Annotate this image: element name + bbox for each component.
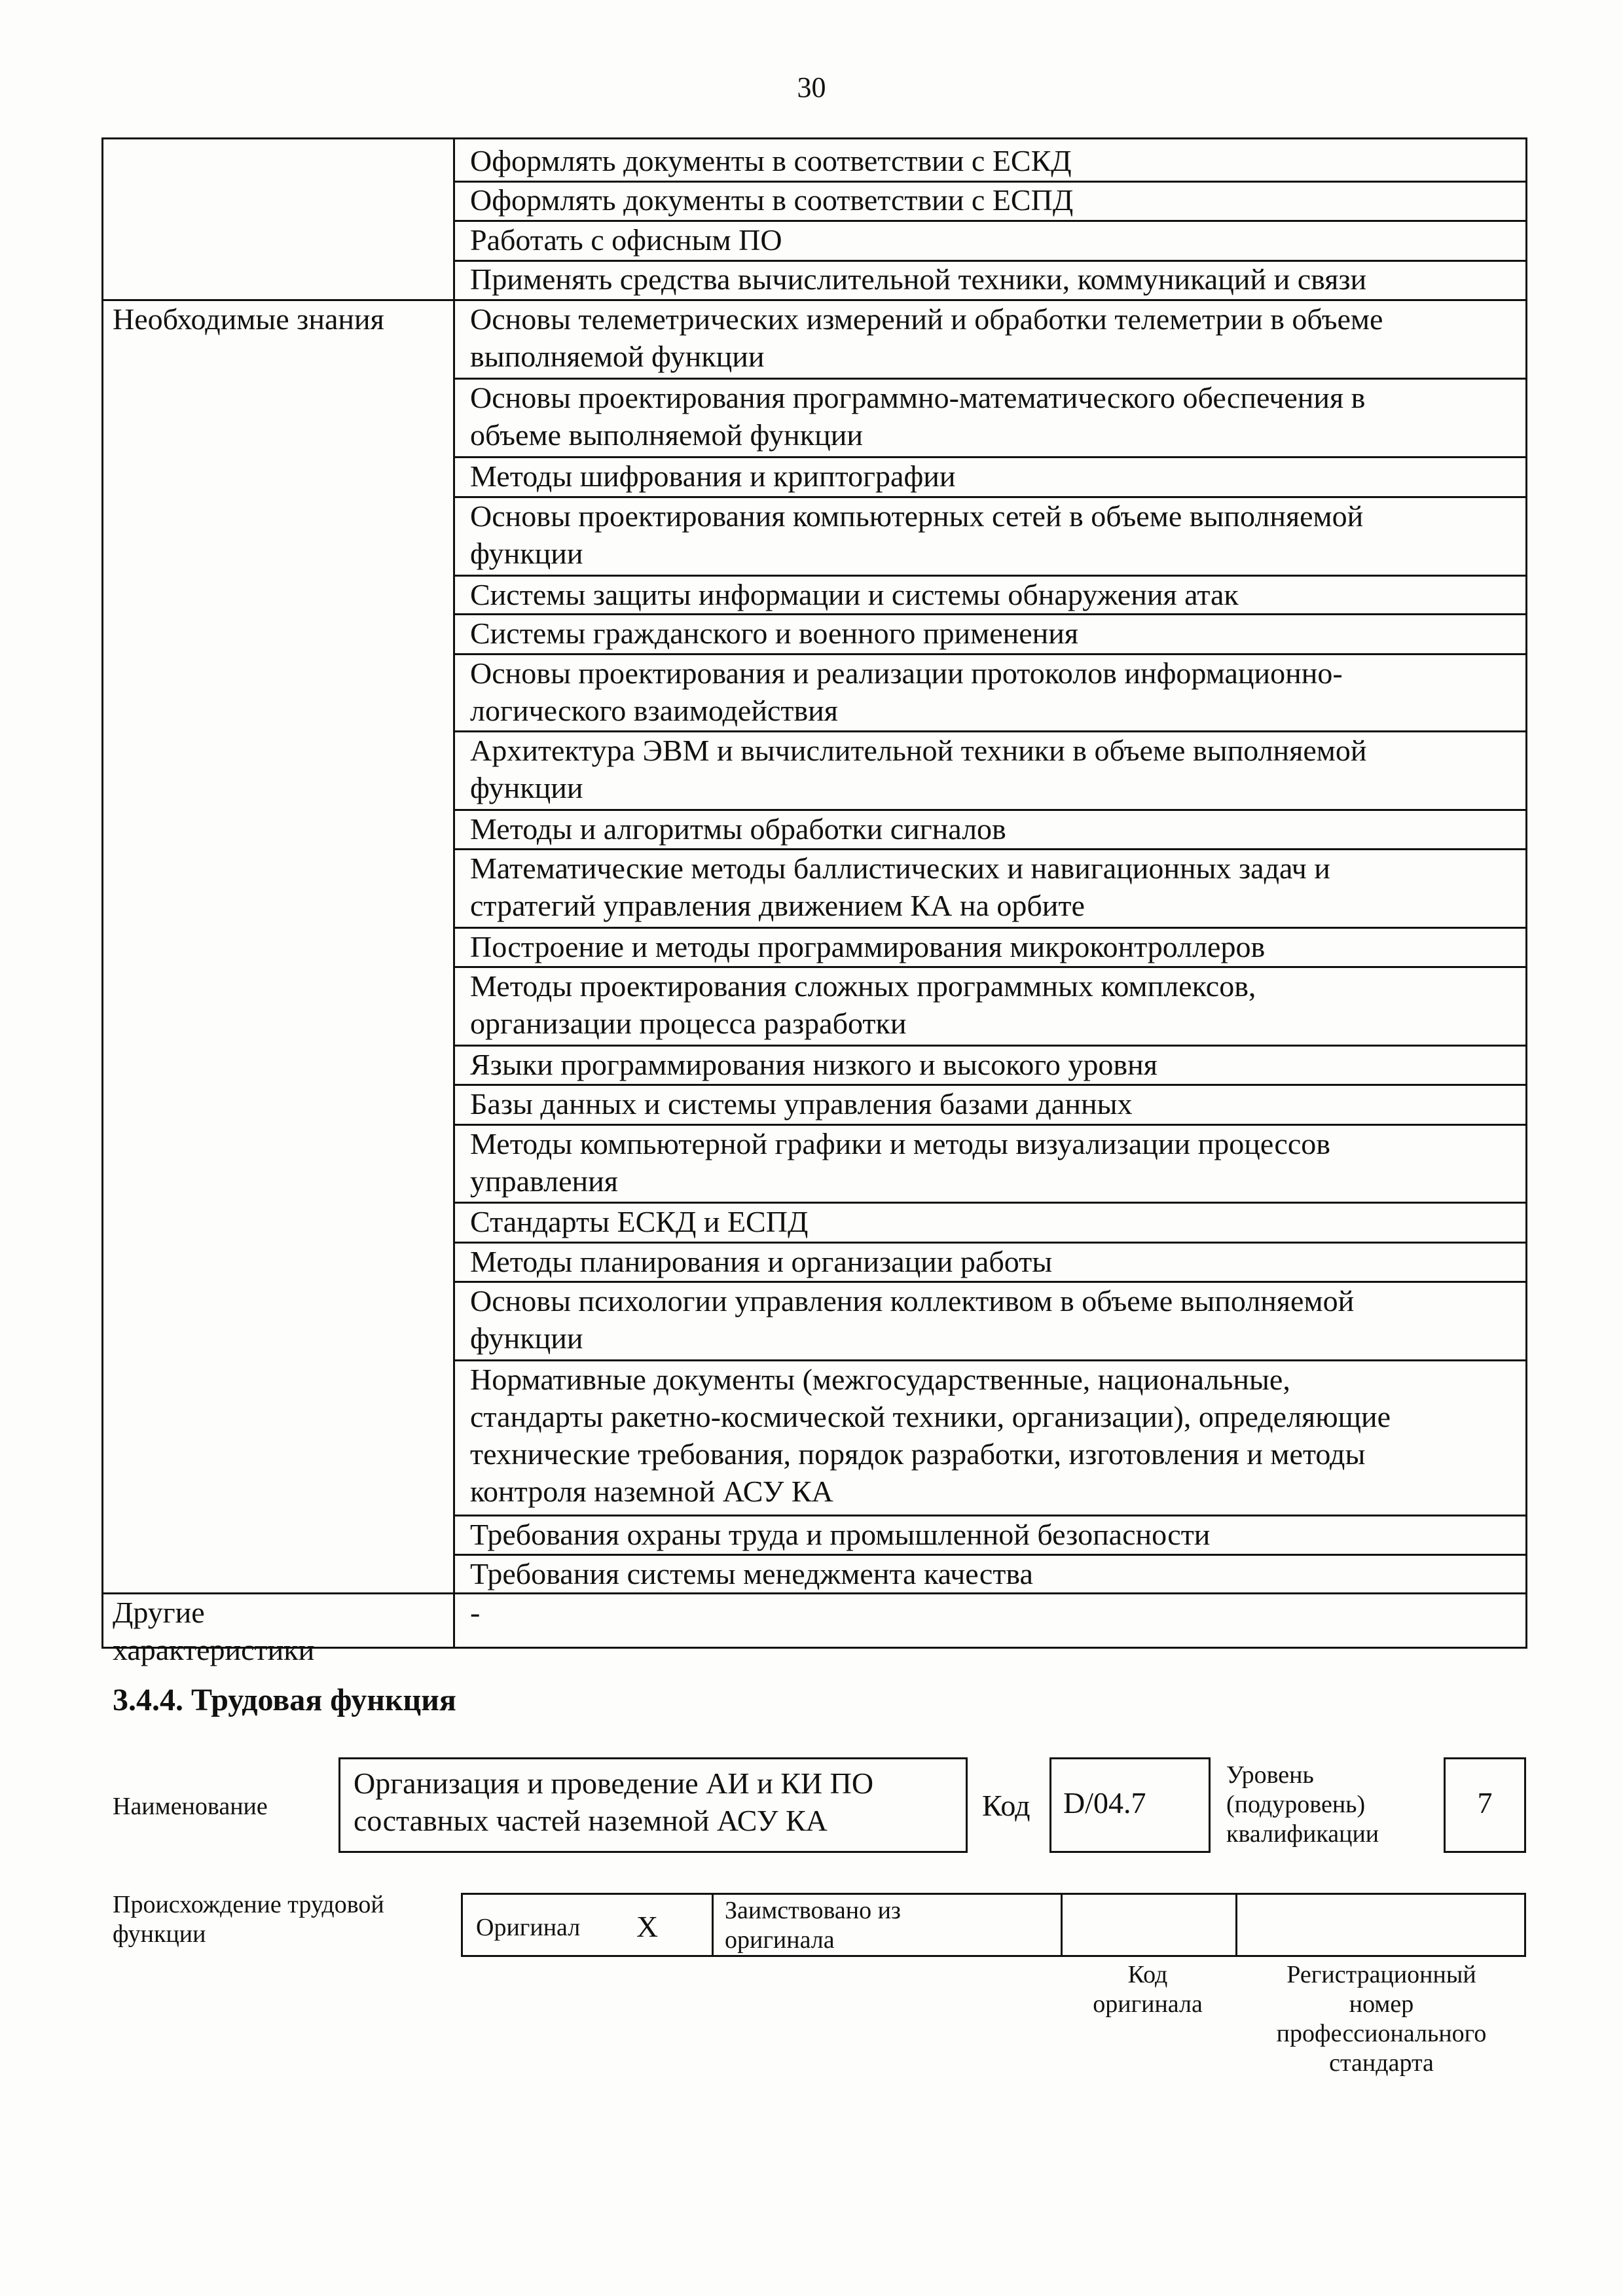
knowledge-row-text: Языки программирования низкого и высокого уровня — [470, 1048, 1158, 1081]
knowledge-row-text: Методы и алгоритмы обработки сигналов — [470, 812, 1006, 846]
knowledge-row-text: Системы гражданского и военного применения — [470, 617, 1079, 650]
function-code-box: D/04.7 — [1049, 1757, 1211, 1853]
knowledge-row-text: Основы проектирования компьютерных сетей в объеме выполняемой функции — [470, 499, 1364, 570]
column-divider — [453, 139, 455, 1647]
knowledge-row-text: Требования охраны труда и промышленной безопасности — [470, 1518, 1211, 1551]
skill-row-text: Работать с офисным ПО — [470, 223, 782, 257]
reg-number-caption: Регистрационный номер профессионального стандарта — [1276, 1961, 1487, 2077]
knowledge-row-text: Основы проектирования программно-математического обеспечения в объеме выполняемой функции — [470, 381, 1366, 452]
knowledge-row-text: Математические методы баллистических и навигационных задач и стратегий управления движением КА на орбите — [470, 852, 1330, 922]
section-heading: 3.4.4. Трудовая функция — [113, 1683, 456, 1717]
knowledge-label: Необходимые знания — [113, 302, 384, 336]
knowledge-table — [101, 137, 1527, 1666]
origin-table — [461, 1893, 1526, 1957]
other-characteristics-value: - — [470, 1596, 481, 1629]
knowledge-row-text: Методы проектирования сложных программных комплексов, организации процесса разработки — [470, 969, 1256, 1040]
page-number: 30 — [797, 71, 826, 103]
knowledge-row-text: Методы планирования и организации работы — [470, 1245, 1053, 1278]
original-mark: X — [636, 1910, 659, 1943]
knowledge-row-text: Построение и методы программирования микроконтроллеров — [470, 930, 1266, 963]
original-label: Оригинал — [476, 1914, 581, 1941]
function-name-box: Организация и проведение АИ и КИ ПО составных частей наземной АСУ КА — [338, 1757, 968, 1853]
origin-divider — [1235, 1895, 1237, 1955]
knowledge-row-text: Архитектура ЭВМ и вычислительной техники в объеме выполняемой функции — [470, 734, 1367, 804]
knowledge-row-text: Нормативные документы (межгосударственные, национальные, стандарты ракетно-космической техники, организации), определяющие технические требования, порядок разработки, изготовления и методы контроля наземной АСУ КА — [470, 1363, 1391, 1508]
code-original-caption: Код оригинала — [1093, 1961, 1203, 2018]
borrowed-label: Заимствовано из оригинала — [725, 1897, 901, 1954]
origin-label: Происхождение трудовой функции — [113, 1891, 384, 1948]
code-label: Код — [982, 1789, 1030, 1822]
other-characteristics-label: Другие характеристики — [113, 1596, 315, 1666]
origin-divider — [712, 1895, 714, 1955]
skill-row-text: Оформлять документы в соответствии с ЕСКД — [470, 144, 1072, 177]
skill-row-text: Применять средства вычислительной техники, коммуникаций и связи — [470, 262, 1367, 296]
knowledge-row-text: Методы шифрования и криптографии — [470, 459, 956, 493]
skill-row-text: Оформлять документы в соответствии с ЕСПД — [470, 183, 1074, 217]
knowledge-row-text: Базы данных и системы управления базами данных — [470, 1087, 1133, 1121]
knowledge-row-text: Основы психологии управления коллективом в объеме выполняемой функции — [470, 1284, 1355, 1355]
knowledge-row-text: Основы телеметрических измерений и обработки телеметрии в объеме выполняемой функции — [470, 302, 1383, 373]
qualification-level-box: 7 — [1444, 1757, 1526, 1853]
knowledge-row-text: Стандарты ЕСКД и ЕСПД — [470, 1205, 809, 1238]
knowledge-row-text: Системы защиты информации и системы обнаружения атак — [470, 578, 1239, 611]
qualification-level-label: Уровень (подуровень) квалификации — [1226, 1761, 1379, 1848]
name-label: Наименование — [113, 1793, 268, 1820]
knowledge-row-text: Основы проектирования и реализации протоколов информационно- логического взаимодействия — [470, 656, 1343, 727]
knowledge-row-text: Методы компьютерной графики и методы визуализации процессов управления — [470, 1127, 1330, 1198]
origin-divider — [1061, 1895, 1063, 1955]
knowledge-row-text: Требования системы менеджмента качества — [470, 1557, 1033, 1590]
